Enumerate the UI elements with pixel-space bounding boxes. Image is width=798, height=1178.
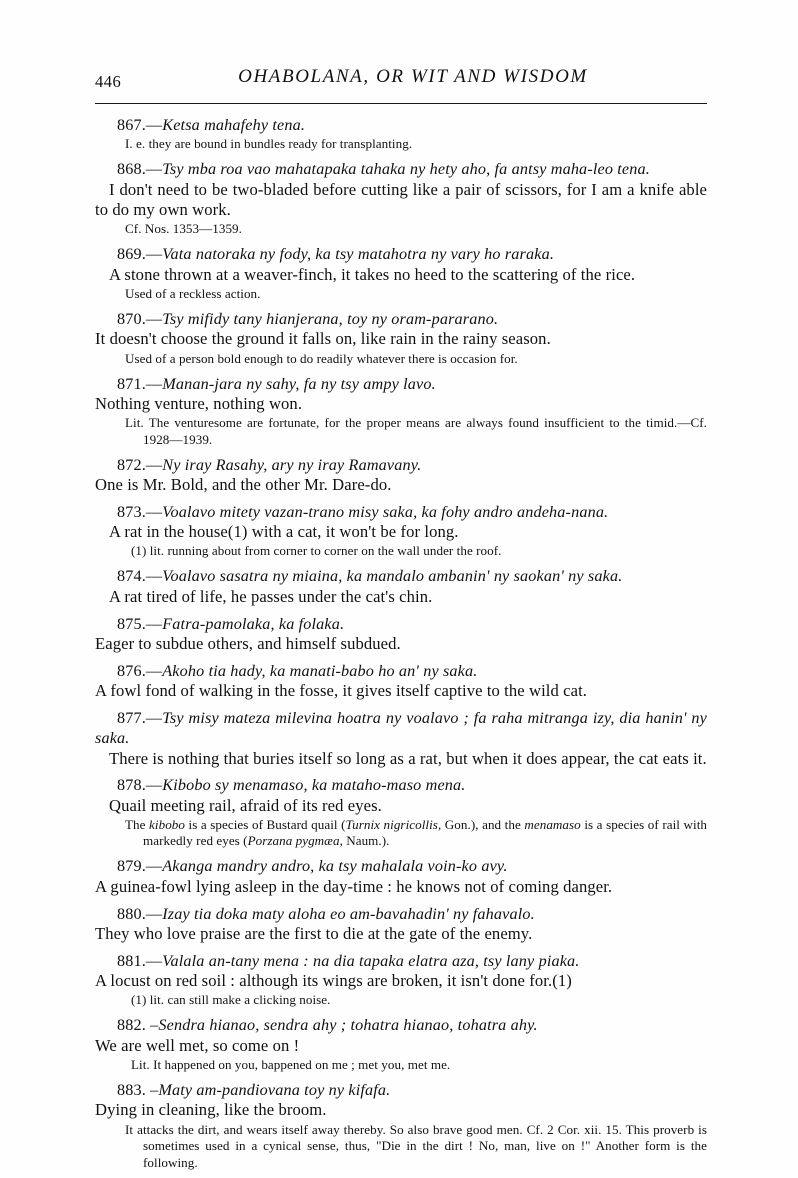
proverb-malagasy bbox=[95, 309, 707, 329]
proverb-malagasy bbox=[95, 455, 707, 475]
proverb-entry-877 bbox=[95, 708, 707, 769]
running-head bbox=[95, 66, 707, 100]
proverb-english: There is nothing that buries itself so long as a rat, but when it does appear, the cat eats it. bbox=[109, 748, 707, 768]
proverb-entry-876 bbox=[95, 661, 707, 702]
proverb-malagasy-text: Tsy mba roa vao mahatapaka tahaka ny hety aho, fa antsy maha-leo tena. bbox=[162, 160, 650, 179]
proverb-number: 874.— bbox=[117, 567, 163, 586]
proverb-malagasy-text: Kibobo sy menamaso, ka mataho-maso mena. bbox=[162, 776, 466, 795]
note-text-4: is a species of rail with markedly red eyes ( bbox=[143, 816, 707, 849]
proverb-malagasy-text: Vata natoraka ny fody, ka tsy matahotra ny vary ho raraka. bbox=[162, 245, 555, 264]
proverb-number: 877.— bbox=[117, 708, 163, 727]
note-text-5: , Naum.). bbox=[339, 833, 390, 849]
proverb-malagasy bbox=[95, 614, 707, 634]
species-term-menamaso: menamaso bbox=[524, 816, 581, 832]
proverb-note: Used of a person bold enough to do readily whatever there is occasion for. bbox=[125, 350, 518, 366]
proverb-malagasy-text: Sendra hianao, sendra ahy ; tohatra hianao, tohatra ahy. bbox=[158, 1016, 538, 1035]
proverb-entry-870 bbox=[95, 309, 707, 367]
proverb-number: 882. – bbox=[117, 1016, 159, 1035]
proverb-entry-881 bbox=[95, 951, 707, 1009]
proverb-note: Lit. The venturesome are fortunate, for the proper means are always found insufficient to the timid.—Cf. 1928—1939. bbox=[125, 415, 707, 447]
proverb-malagasy bbox=[95, 775, 707, 795]
proverb-entry-874 bbox=[95, 566, 707, 607]
proverb-malagasy-text: Akanga mandry andro, ka tsy mahalala voin-ko avy. bbox=[162, 857, 508, 876]
proverb-malagasy bbox=[95, 374, 707, 394]
proverb-english: They who love praise are the first to die at the gate of the enemy. bbox=[95, 924, 533, 943]
proverb-entry-867 bbox=[95, 115, 707, 153]
proverb-english: A locust on red soil : although its wings are broken, it isn't done for.(1) bbox=[95, 971, 572, 991]
proverb-entry-873 bbox=[95, 502, 707, 560]
proverb-english: Quail meeting rail, afraid of its red eyes. bbox=[109, 795, 382, 815]
note-text-2: is a species of Bustard quail ( bbox=[184, 816, 346, 832]
proverb-number: 873.— bbox=[117, 502, 163, 521]
proverb-note: I. e. they are bound in bundles ready for transplanting. bbox=[125, 136, 413, 152]
proverb-malagasy bbox=[95, 951, 707, 971]
proverb-malagasy-text: Tsy misy mateza milevina hoatra ny voalavo ; fa raha mitranga izy, dia hanin' ny saka. bbox=[95, 708, 707, 748]
proverb-malagasy bbox=[95, 856, 707, 876]
proverb-malagasy-text: Voalavo mitety vazan-trano misy saka, ka fohy andro andeha-nana. bbox=[162, 502, 609, 521]
proverb-malagasy bbox=[95, 159, 707, 179]
proverb-entry-878 bbox=[95, 775, 707, 850]
proverb-number: 871.— bbox=[117, 374, 163, 393]
proverb-malagasy bbox=[95, 115, 707, 135]
proverb-note: Lit. It happened on you, bappened on me ; met you, met me. bbox=[131, 1057, 451, 1072]
proverb-number: 881.— bbox=[117, 951, 163, 970]
proverb-entry-882 bbox=[95, 1015, 707, 1073]
species-latin-porzana: Porzana pygmæa bbox=[247, 833, 340, 849]
proverb-malagasy-text: Ny iray Rasahy, ary ny iray Ramavany. bbox=[162, 455, 422, 474]
proverb-english: Eager to subdue others, and himself subdued. bbox=[95, 633, 401, 653]
proverb-malagasy bbox=[95, 502, 707, 522]
proverb-entry-868 bbox=[95, 159, 707, 237]
proverb-entry-875 bbox=[95, 614, 707, 655]
proverb-note-species bbox=[95, 817, 707, 850]
proverb-entry-883 bbox=[95, 1080, 707, 1171]
proverb-number: 868.— bbox=[117, 160, 163, 179]
proverb-malagasy bbox=[95, 244, 707, 264]
proverb-english: A rat tired of life, he passes under the cat's chin. bbox=[109, 586, 433, 606]
proverb-malagasy-text: Ketsa mahafehy tena. bbox=[162, 116, 306, 134]
proverb-english: A fowl fond of walking in the fosse, it gives itself captive to the wild cat. bbox=[95, 681, 588, 701]
proverb-english: One is Mr. Bold, and the other Mr. Dare-do. bbox=[95, 475, 392, 495]
proverb-note: (1) lit. running about from corner to corner on the wall under the roof. bbox=[131, 543, 502, 559]
proverb-entry-880 bbox=[95, 904, 707, 945]
proverb-english: Nothing venture, nothing won. bbox=[95, 393, 303, 413]
species-latin-turnix: Turnix nigricollis bbox=[345, 816, 438, 832]
proverb-number: 883. – bbox=[117, 1080, 159, 1099]
page-content bbox=[95, 66, 707, 1178]
proverb-entry-872 bbox=[95, 455, 707, 496]
proverb-number: 869.— bbox=[117, 245, 163, 264]
proverb-malagasy bbox=[95, 904, 707, 924]
proverb-number: 875.— bbox=[117, 614, 163, 633]
proverb-number: 879.— bbox=[117, 857, 163, 876]
proverb-english: I don't need to be two-bladed before cutting like a pair of scissors, for I am a knife able to do my own work. bbox=[95, 179, 707, 220]
proverb-malagasy-text: Izay tia doka maty aloha eo am-bavahadin' ny fahavalo. bbox=[162, 904, 535, 923]
proverb-malagasy bbox=[95, 708, 707, 749]
proverb-malagasy-text: Akoho tia hady, ka manati-babo ho an' ny saka. bbox=[162, 661, 478, 680]
page-number: 446 bbox=[95, 72, 122, 91]
proverb-entry-879 bbox=[95, 856, 707, 897]
proverb-entry-871 bbox=[95, 374, 707, 449]
proverb-malagasy-text: Voalavo sasatra ny miaina, ka mandalo ambanin' ny saokan' ny saka. bbox=[162, 567, 623, 586]
proverb-english: Dying in cleaning, like the broom. bbox=[95, 1100, 327, 1120]
proverb-number: 878.— bbox=[117, 776, 163, 795]
note-text-3: , Gon.), and the bbox=[437, 816, 525, 832]
proverb-malagasy-text: Valala an-tany mena : na dia tapaka elatra aza, tsy lany piaka. bbox=[162, 951, 580, 970]
proverb-entry-869 bbox=[95, 244, 707, 302]
proverb-english: A guinea-fowl lying asleep in the day-time : he knows not of coming danger. bbox=[95, 876, 613, 896]
proverb-english: A stone thrown at a weaver-finch, it takes no heed to the scattering of the rice. bbox=[109, 264, 636, 284]
proverb-number: 872.— bbox=[117, 455, 163, 474]
species-term-kibobo: kibobo bbox=[149, 816, 185, 832]
proverb-malagasy-text: Manan-jara ny sahy, fa ny tsy ampy lavo. bbox=[162, 374, 436, 393]
proverb-number: 876.— bbox=[117, 661, 163, 680]
proverb-malagasy-text: Tsy mifidy tany hianjerana, toy ny oram-pararano. bbox=[162, 309, 499, 328]
proverb-malagasy bbox=[95, 661, 707, 681]
header-rule bbox=[95, 103, 707, 104]
proverb-malagasy-text: Fatra-pamolaka, ka folaka. bbox=[162, 614, 345, 633]
proverb-note: Used of a reckless action. bbox=[125, 285, 261, 301]
proverb-malagasy bbox=[95, 566, 707, 586]
proverb-english: It doesn't choose the ground it falls on, like rain in the rainy season. bbox=[95, 329, 551, 349]
proverb-malagasy-text: Maty am-pandiovana toy ny kifafa. bbox=[158, 1080, 391, 1099]
proverb-english: We are well met, so come on ! bbox=[95, 1035, 300, 1055]
proverb-malagasy bbox=[95, 1015, 707, 1035]
note-text-1: The bbox=[125, 816, 150, 832]
proverb-malagasy bbox=[95, 1080, 707, 1100]
proverb-note-883: It attacks the dirt, and wears itself away thereby. So also brave good men. Cf. 2 Cor. xii. 15. This proverb is sometimes used in a cynical sense, thus, "Die in the dirt ! No, man, live on !" Another form is the following. bbox=[125, 1121, 707, 1170]
proverb-number: 867.— bbox=[117, 116, 163, 134]
proverb-note: (1) lit. can still make a clicking noise. bbox=[131, 992, 331, 1008]
proverb-number: 880.— bbox=[117, 904, 163, 923]
proverb-english: A rat in the house(1) with a cat, it won't be for long. bbox=[109, 522, 459, 542]
proverb-number: 870.— bbox=[117, 309, 163, 328]
proverb-note: Cf. Nos. 1353—1359. bbox=[125, 221, 242, 237]
running-head-title: OHABOLANA, OR WIT AND WISDOM bbox=[238, 66, 588, 87]
